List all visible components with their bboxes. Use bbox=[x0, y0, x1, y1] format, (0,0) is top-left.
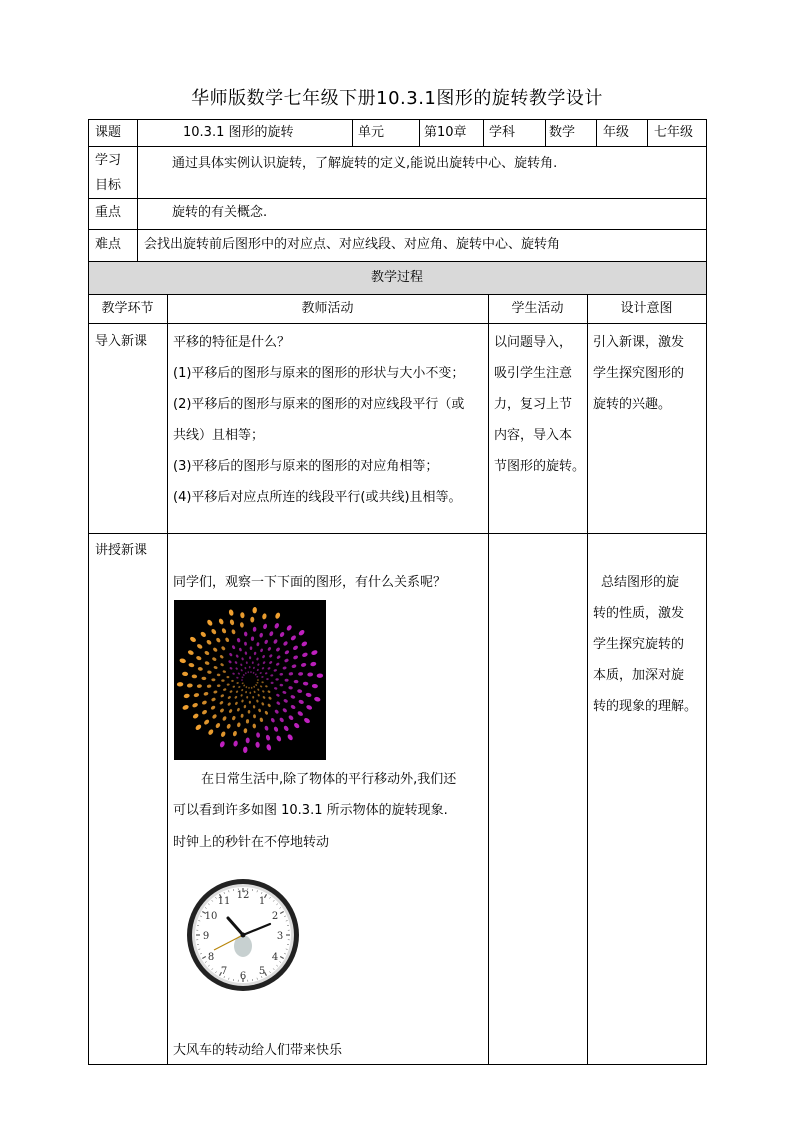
page-title: 华师版数学七年级下册10.3.1图形的旋转教学设计 bbox=[191, 88, 603, 109]
intro-student-line: 力，复习上节 bbox=[494, 397, 573, 412]
svg-text:1: 1 bbox=[258, 896, 266, 907]
col-divider bbox=[483, 119, 484, 146]
course-label: 课题 bbox=[95, 125, 122, 140]
col-header-teacher: 教师活动 bbox=[301, 301, 354, 316]
col-divider bbox=[167, 294, 168, 1065]
subject-value: 数学 bbox=[549, 125, 576, 140]
intro-intent-line: 引入新课，激发 bbox=[593, 335, 685, 350]
goal-label: 目标 bbox=[95, 178, 122, 193]
spiral-dot bbox=[249, 701, 251, 704]
svg-text:12: 12 bbox=[236, 890, 250, 901]
key-point-label: 重点 bbox=[95, 205, 122, 220]
clock-figure bbox=[184, 876, 304, 994]
difficulty-label: 难点 bbox=[95, 237, 122, 252]
clock-center bbox=[241, 933, 246, 938]
table-border-right bbox=[706, 119, 707, 1065]
intro-intent bbox=[593, 327, 705, 420]
intro-student-activity bbox=[494, 327, 586, 482]
lecture-paragraph bbox=[173, 764, 485, 826]
unit-value: 第10章 bbox=[424, 125, 467, 140]
col-divider bbox=[137, 119, 138, 261]
lecture-paragraph-line: 可以看到许多如图 10.3.1 所示物体的旋转现象. bbox=[173, 803, 448, 818]
svg-text:4: 4 bbox=[271, 952, 279, 963]
col-header-student: 学生活动 bbox=[511, 301, 564, 316]
subject-label: 学科 bbox=[489, 125, 516, 140]
col-divider bbox=[419, 119, 420, 146]
difficulty-text: 会找出旋转前后图形中的对应点、对应线段、对应角、旋转中心、旋转角 bbox=[144, 237, 561, 252]
lecture-intent-line: 本质，加深对旋 bbox=[593, 668, 685, 683]
spiral-background bbox=[174, 600, 326, 760]
table-border-bottom bbox=[88, 1064, 706, 1065]
intro-step: 导入新课 bbox=[95, 334, 148, 349]
svg-text:6: 6 bbox=[239, 971, 247, 982]
row-divider bbox=[88, 261, 706, 262]
col-header-intent: 设计意图 bbox=[620, 301, 673, 316]
intro-teacher-line: (2)平移后的图形与原来的图形的对应线段平行（或 bbox=[173, 397, 465, 412]
clock-image bbox=[184, 876, 304, 994]
grade-value: 七年级 bbox=[654, 125, 694, 140]
lecture-step: 讲授新课 bbox=[95, 543, 148, 558]
spiral-dot bbox=[285, 679, 289, 682]
course-value: 10.3.1 图形的旋转 bbox=[183, 125, 294, 140]
intro-teacher-line: (4)平移后对应点所连的线段平行(或共线)且相等。 bbox=[173, 490, 462, 505]
windmill-caption: 大风车的转动给人们带来快乐 bbox=[173, 1043, 343, 1058]
table-border-top bbox=[88, 119, 706, 120]
lecture-intent-line: 总结图形的旋 bbox=[601, 575, 680, 590]
lecture-intent-line: 转的现象的理解。 bbox=[593, 699, 698, 714]
spiral-image bbox=[174, 600, 326, 760]
svg-text:2: 2 bbox=[271, 911, 279, 922]
intro-student-line: 吸引学生注意 bbox=[494, 366, 573, 381]
intro-teacher-line: 共线）且相等； bbox=[173, 428, 265, 443]
col-divider bbox=[596, 119, 597, 146]
intro-intent-line: 学生探究图形的 bbox=[593, 366, 685, 381]
unit-label: 单元 bbox=[358, 125, 385, 140]
spiral-dot bbox=[257, 679, 259, 681]
clock-caption: 时钟上的秒针在不停地转动 bbox=[173, 835, 330, 850]
intro-teacher-activity bbox=[173, 327, 485, 513]
svg-text:7: 7 bbox=[220, 966, 228, 977]
col-divider bbox=[352, 119, 353, 146]
grade-label: 年级 bbox=[603, 125, 630, 140]
goal-label: 学习 bbox=[95, 153, 122, 168]
lecture-question: 同学们，观察一下下面的图形，有什么关系呢？ bbox=[173, 575, 447, 590]
col-divider bbox=[647, 119, 648, 146]
goal-text: 通过具体实例认识旋转，了解旋转的定义,能说出旋转中心、旋转角. bbox=[172, 156, 558, 171]
spiral-dot bbox=[249, 656, 251, 659]
svg-text:11: 11 bbox=[217, 896, 231, 907]
intro-intent-line: 旋转的兴趣。 bbox=[593, 397, 672, 412]
svg-text:10: 10 bbox=[204, 911, 218, 922]
process-header: 教学过程 bbox=[370, 270, 423, 285]
row-divider bbox=[88, 229, 706, 230]
spiral-dot bbox=[211, 678, 215, 681]
row-divider bbox=[88, 146, 706, 147]
intro-teacher-line: (1)平移后的图形与原来的图形的形状与大小不变； bbox=[173, 366, 465, 381]
col-divider bbox=[545, 119, 546, 146]
row-divider bbox=[88, 294, 706, 295]
spiral-dot bbox=[241, 679, 243, 681]
intro-teacher-line: (3)平移后的图形与原来的图形的对应角相等； bbox=[173, 459, 439, 474]
lecture-intent bbox=[593, 567, 705, 722]
intro-student-line: 内容，导入本 bbox=[494, 428, 573, 443]
key-point-text: 旋转的有关概念. bbox=[172, 205, 268, 220]
svg-text:3: 3 bbox=[276, 931, 284, 942]
intro-student-line: 节图形的旋转。 bbox=[494, 459, 586, 474]
col-divider bbox=[587, 294, 588, 1065]
lecture-intent-line: 学生探究旋转的 bbox=[593, 637, 685, 652]
col-header-step: 教学环节 bbox=[101, 301, 154, 316]
table-border-left bbox=[88, 119, 89, 1065]
svg-text:5: 5 bbox=[258, 966, 266, 977]
spiral-rotation-figure bbox=[174, 600, 326, 760]
svg-text:8: 8 bbox=[207, 952, 215, 963]
row-divider bbox=[88, 323, 706, 324]
lecture-intent-line: 转的性质，激发 bbox=[593, 606, 685, 621]
row-divider bbox=[88, 533, 706, 534]
intro-student-line: 以问题导入， bbox=[494, 335, 573, 350]
col-divider bbox=[488, 294, 489, 1065]
intro-teacher-line: 平移的特征是什么？ bbox=[173, 335, 291, 350]
svg-text:9: 9 bbox=[202, 931, 210, 942]
lecture-paragraph-line: 在日常生活中,除了物体的平行移动外,我们还 bbox=[201, 772, 457, 787]
row-divider bbox=[88, 198, 706, 199]
